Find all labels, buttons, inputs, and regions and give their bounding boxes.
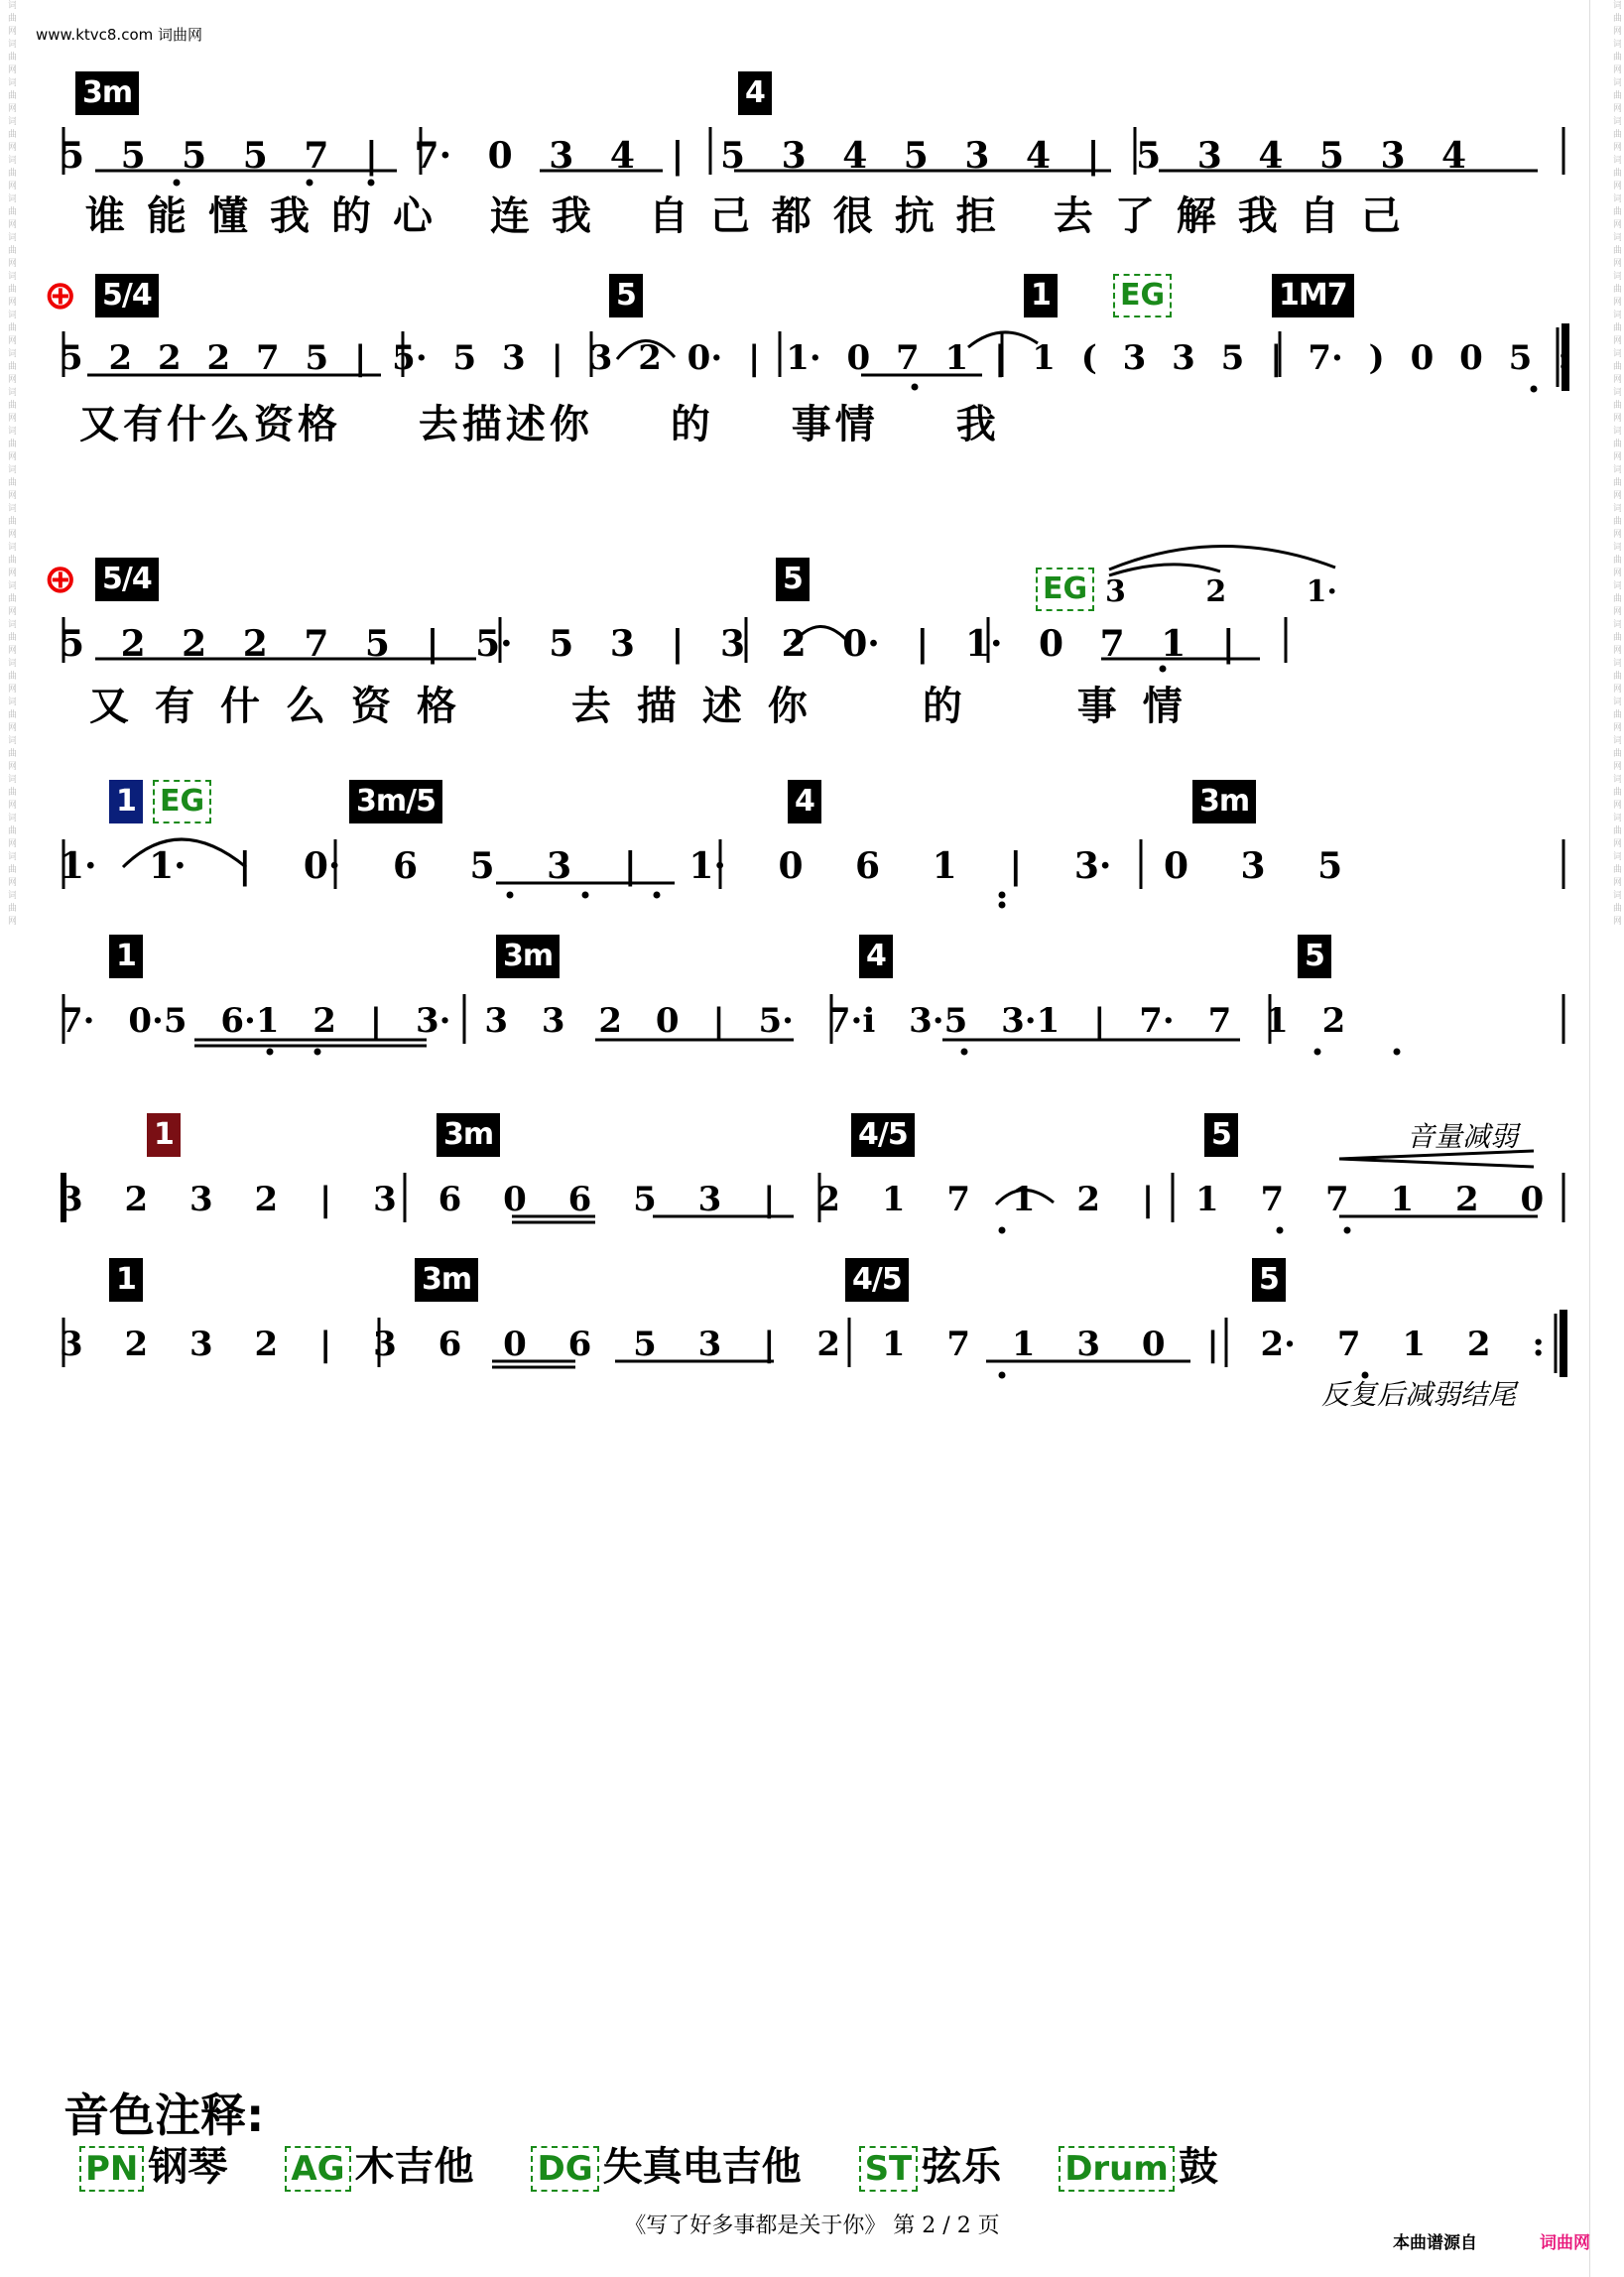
dynamic-marking: 音量减弱 [1407, 1120, 1519, 1153]
chord-label: 3m/5 [349, 780, 442, 823]
notation-line: 1· 1· | 0· 6 5 3 | 1· 0 6 1 | 3· 0 3 5 [60, 845, 1343, 887]
chord-label: 5 [609, 274, 643, 317]
chord-label: 5 [1252, 1258, 1286, 1302]
lyrics-line: 又有什么资格 去描述你 的 事情 我 [79, 402, 1000, 447]
legend-tag: ST [859, 2146, 919, 2192]
site-header: www.ktvc8.com 词曲网 [36, 26, 203, 44]
instrument-legend [79, 2135, 1262, 2192]
notation-line: 5 2 2 2 7 5 | 5· 5 3 | 3 2 0· | 1· 0 7 1 | [60, 623, 1235, 665]
chord-label: 1 [1024, 274, 1058, 317]
chord-label: 1 [109, 1258, 143, 1302]
legend-tag: AG [285, 2146, 350, 2192]
notation-line: 5 2 2 2 7 5 | 5· 5 3 | 3 2 0· | 1· 0 7 1 | 1 ( 3 3 5 | 7· ) 0 0 5 : [60, 338, 1570, 378]
chord-label: 3m [75, 71, 139, 115]
instrument-tag: EG [1113, 274, 1172, 317]
source-label: 本曲谱源自 [1393, 2233, 1477, 2253]
chord-label: 4 [788, 780, 821, 823]
legend-tag: PN [79, 2146, 144, 2192]
chord-label: 3m [437, 1113, 500, 1157]
chord-label: 1 [109, 780, 143, 823]
margin-line [1589, 0, 1590, 2277]
eg-notes: 3 2 1· [1105, 574, 1337, 609]
source-logo[interactable]: 词曲网 [1540, 2233, 1590, 2253]
chord-label: 3m [496, 935, 560, 978]
legend-tag: DG [531, 2146, 598, 2192]
page-footer: 《写了好多事都是关于你》 第 2 / 2 页 [624, 2214, 1000, 2238]
coda-sign-icon: ⊕ [44, 273, 77, 318]
watermark-right: 词曲网词曲网词曲网词曲网词曲网词曲网词曲网词曲网词曲网词曲网词曲网词曲网词曲网词曲网词曲网词曲网词曲网词曲网词曲网词曲网词曲网词曲网词曲网词曲网 [1611, 0, 1621, 929]
lyrics-line: 又有什么资格 去描述你 的 事情 [89, 684, 1208, 729]
legend-name: 鼓 [1178, 2144, 1218, 2190]
coda-sign-icon: ⊕ [44, 557, 77, 602]
legend-name: 失真电吉他 [602, 2144, 802, 2190]
chord-label: 5 [1298, 935, 1331, 978]
chord-label: 4/5 [851, 1113, 915, 1157]
notation-line: 3 2 3 2 | 3 6 0 6 5 3 | 2 1 7 1 2 | 1 7 7 1 2 0 [60, 1180, 1545, 1219]
chord-label: 5/4 [95, 558, 159, 601]
chord-label: 5/4 [95, 274, 159, 317]
chord-label: 5 [776, 558, 810, 601]
chord-label: 4/5 [845, 1258, 909, 1302]
legend-name: 钢琴 [148, 2144, 228, 2190]
legend-name: 木吉他 [354, 2144, 474, 2190]
instrument-tag: EG [153, 780, 211, 823]
notation-line: 5 5 5 5 7 | 7· 0 3 4 | 5 3 4 5 3 4 | 5 3 4 5 3 4 [60, 135, 1467, 177]
notation-line: 3 2 3 2 | 3 6 0 6 5 3 | 2 1 7 1 3 0 | 2· 7 1 2 : [60, 1325, 1545, 1364]
chord-label: 3m [1192, 780, 1256, 823]
notation-line: 7· 0·5 6·1 2 | 3· 3 3 2 0 | 5· 7·i 3·5 3·1 | 7· 7 1 2 [60, 1001, 1346, 1041]
chord-label: 1 [109, 935, 143, 978]
legend-tag: Drum [1059, 2146, 1175, 2192]
chord-label: 4 [738, 71, 772, 115]
legend-name: 弦乐 [922, 2144, 1002, 2190]
lyrics-line: 谁能懂我的心 连我 自己都很抗拒 去了解我自己 [85, 193, 1423, 239]
ending-instruction: 反复后减弱结尾 [1321, 1378, 1517, 1411]
legend-title: 音色注释: [63, 2088, 265, 2142]
chord-label: 4 [859, 935, 893, 978]
chord-label: 1M7 [1272, 274, 1354, 317]
instrument-tag: EG [1036, 568, 1094, 611]
chord-label: 3m [415, 1258, 478, 1302]
chord-label: 1 [147, 1113, 181, 1157]
watermark-left: 词曲网词曲网词曲网词曲网词曲网词曲网词曲网词曲网词曲网词曲网词曲网词曲网词曲网词曲网词曲网词曲网词曲网词曲网词曲网词曲网词曲网词曲网词曲网词曲网 [6, 0, 16, 929]
chord-label: 5 [1204, 1113, 1238, 1157]
